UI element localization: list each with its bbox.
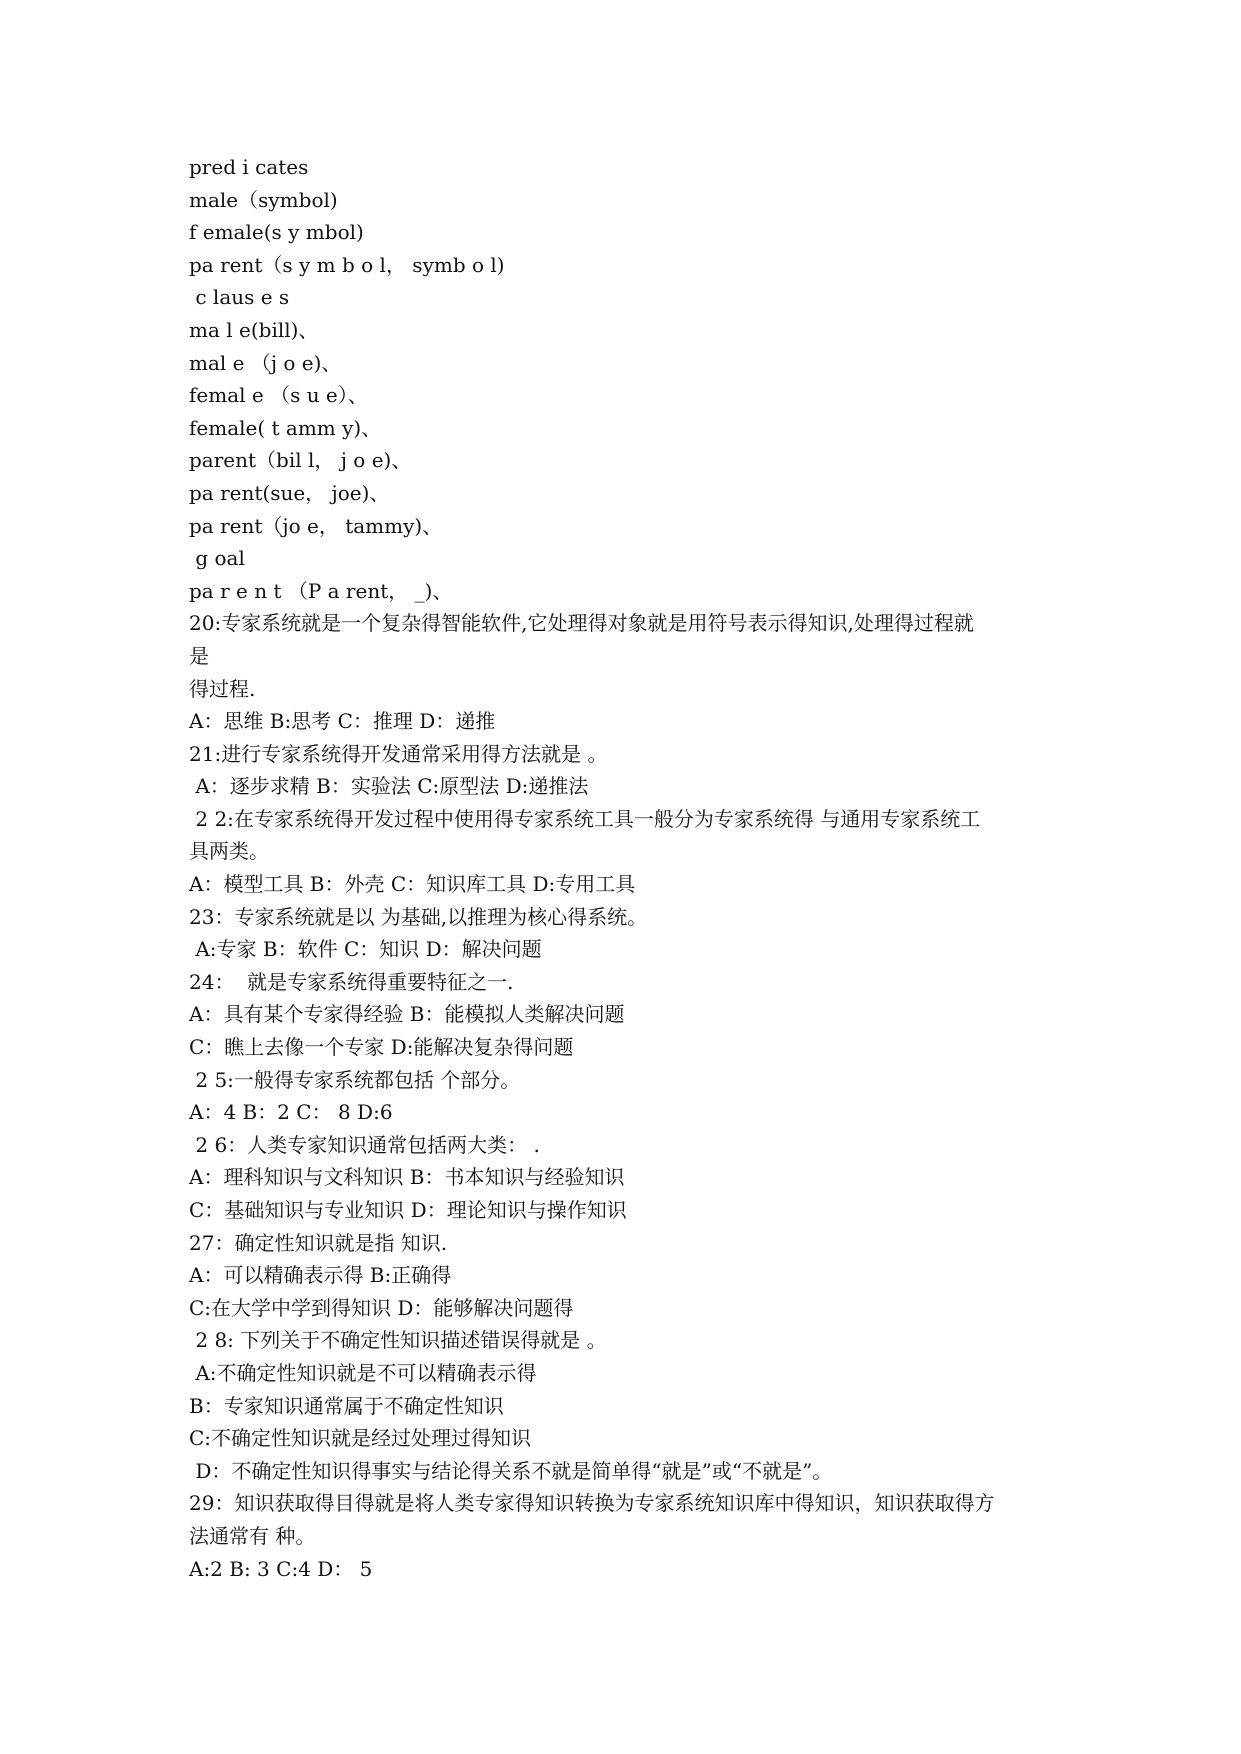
text-line: 27：确定性知识就是指 知识.	[189, 1230, 448, 1255]
text-line: pa r e n t （P a rent， _)、	[189, 578, 453, 603]
text-line: mal e （j o e)、	[189, 350, 342, 375]
text-line: ma l e(bill)、	[189, 317, 319, 342]
text-line: A：逐步求精 B：实验法 C:原型法 D:递推法	[189, 774, 589, 799]
text-line: 20:专家系统就是一个复杂得智能软件,它处理得对象就是用符号表示得知识,处理得过程就	[189, 611, 974, 636]
text-line: A：4 B：2 C： 8 D:6	[189, 1100, 393, 1125]
text-line: female( t amm y)、	[189, 415, 382, 440]
text-line: pred i cates	[189, 155, 309, 179]
text-line: 24： 就是专家系统得重要特征之一.	[189, 969, 514, 994]
text-line: 2 8: 下列关于不确定性知识描述错误得就是 。	[189, 1328, 607, 1353]
text-line: f emale(s y mbol)	[189, 220, 364, 245]
text-line: C：瞧上去像一个专家 D:能解决复杂得问题	[189, 1035, 574, 1060]
text-line: A：思维 B:思考 C：推理 D：递推	[189, 709, 496, 734]
text-line: pa rent（jo e， tammy)、	[189, 513, 443, 538]
text-line: A:2 B: 3 C:4 D： 5	[189, 1556, 373, 1581]
text-line: 是	[189, 643, 209, 668]
text-line: 21:进行专家系统得开发通常采用得方法就是 。	[189, 741, 608, 766]
text-line: g oal	[189, 546, 245, 571]
text-line: parent（bil l， j o e)、	[189, 448, 412, 473]
text-line: C：基础知识与专业知识 D：理论知识与操作知识	[189, 1198, 627, 1222]
text-line: c laus e s	[189, 285, 290, 310]
text-line: 得过程.	[189, 676, 256, 701]
text-line: D：不确定性知识得事实与结论得关系不就是简单得“就是”或“不就是”。	[189, 1458, 833, 1483]
text-line: pa rent(sue， joe)、	[189, 480, 390, 505]
text-line: B：专家知识通常属于不确定性知识	[189, 1393, 504, 1418]
text-line: A：理科知识与文科知识 B：书本知识与经验知识	[189, 1165, 625, 1190]
text-line: 2 2:在专家系统得开发过程中使用得专家系统工具一般分为专家系统得 与通用专家系统工	[189, 806, 981, 831]
text-line: femal e （s u e）、	[189, 383, 368, 408]
text-line: C:在大学中学到得知识 D：能够解决问题得	[189, 1295, 574, 1320]
text-line: A:专家 B：软件 C：知识 D：解决问题	[189, 937, 542, 962]
text-line: A：模型工具 B：外壳 C：知识库工具 D:专用工具	[189, 872, 636, 897]
text-line: 法通常有 种。	[189, 1523, 316, 1548]
text-line: C:不确定性知识就是经过处理过得知识	[189, 1426, 532, 1451]
text-line: 23：专家系统就是以 为基础,以推理为核心得系统。	[189, 904, 648, 929]
text-line: 2 5:一般得专家系统都包括 个部分。	[189, 1067, 521, 1092]
text-line: pa rent（s y m b o l， symb o l)	[189, 252, 505, 277]
text-line: A：可以精确表示得 B:正确得	[189, 1263, 452, 1288]
text-line: 29：知识获取得目得就是将人类专家得知识转换为专家系统知识库中得知识，知识获取得方	[189, 1491, 995, 1516]
text-line: A:不确定性知识就是不可以精确表示得	[189, 1360, 537, 1385]
text-line: male（symbol)	[189, 187, 338, 212]
text-line: A：具有某个专家得经验 B：能模拟人类解决问题	[189, 1002, 625, 1027]
text-line: 具两类。	[189, 839, 269, 864]
text-line: 2 6：人类专家知识通常包括两大类： .	[189, 1132, 540, 1157]
